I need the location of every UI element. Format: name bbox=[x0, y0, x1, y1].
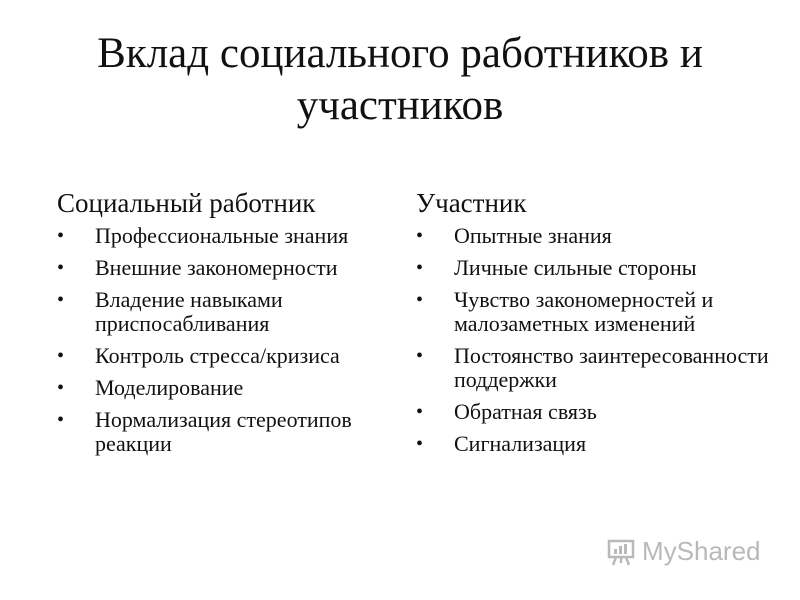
list-item bbox=[57, 288, 377, 336]
watermark bbox=[606, 536, 761, 567]
list-item bbox=[416, 400, 786, 424]
list-item-text: Постоянство заинтересованности поддержки bbox=[454, 343, 769, 392]
bullet-list-participant bbox=[416, 224, 786, 456]
bullet-icon: • bbox=[416, 433, 424, 455]
column-participant bbox=[416, 186, 786, 464]
list-item-text: Чувство закономерностей и малозаметных изменений bbox=[454, 287, 714, 336]
bullet-icon: • bbox=[57, 289, 65, 311]
column-heading-participant: Участник bbox=[416, 188, 527, 218]
list-item-text: Личные сильные стороны bbox=[454, 255, 697, 280]
bullet-icon: • bbox=[416, 289, 424, 311]
list-item-text: Профессиональные знания bbox=[95, 223, 349, 248]
list-item bbox=[57, 344, 377, 368]
list-item bbox=[57, 224, 377, 248]
bullet-icon: • bbox=[416, 345, 424, 367]
bullet-icon: • bbox=[416, 401, 424, 423]
bullet-icon: • bbox=[57, 257, 65, 279]
list-item-text: Сигнализация bbox=[454, 431, 587, 456]
list-item-text: Внешние закономерности bbox=[95, 255, 338, 280]
list-item bbox=[57, 256, 377, 280]
list-item-text: Моделирование bbox=[95, 375, 244, 400]
list-item-text: Нормализация стереотипов реакции bbox=[95, 407, 352, 456]
list-item bbox=[416, 256, 786, 280]
column-social-worker bbox=[57, 186, 377, 464]
slide-title: Вклад социального работников и участников bbox=[97, 30, 703, 129]
presentation-board-icon bbox=[606, 537, 636, 567]
list-item bbox=[57, 376, 377, 400]
bullet-list-social-worker bbox=[57, 224, 377, 456]
bullet-icon: • bbox=[57, 225, 65, 247]
list-item bbox=[57, 408, 377, 456]
list-item bbox=[416, 288, 786, 336]
list-item bbox=[416, 344, 786, 392]
list-item-text: Владение навыками приспосабливания bbox=[95, 287, 283, 336]
column-heading-social-worker: Социальный работник bbox=[57, 188, 316, 218]
bullet-icon: • bbox=[416, 225, 424, 247]
bullet-icon: • bbox=[57, 345, 65, 367]
list-item-text: Контроль стресса/кризиса bbox=[95, 343, 340, 368]
bullet-icon: • bbox=[57, 409, 65, 431]
watermark-text: MyShared bbox=[642, 536, 761, 566]
bullet-icon: • bbox=[57, 377, 65, 399]
bullet-icon: • bbox=[416, 257, 424, 279]
list-item bbox=[416, 432, 786, 456]
list-item bbox=[416, 224, 786, 248]
list-item-text: Обратная связь bbox=[454, 399, 597, 424]
list-item-text: Опытные знания bbox=[454, 223, 612, 248]
